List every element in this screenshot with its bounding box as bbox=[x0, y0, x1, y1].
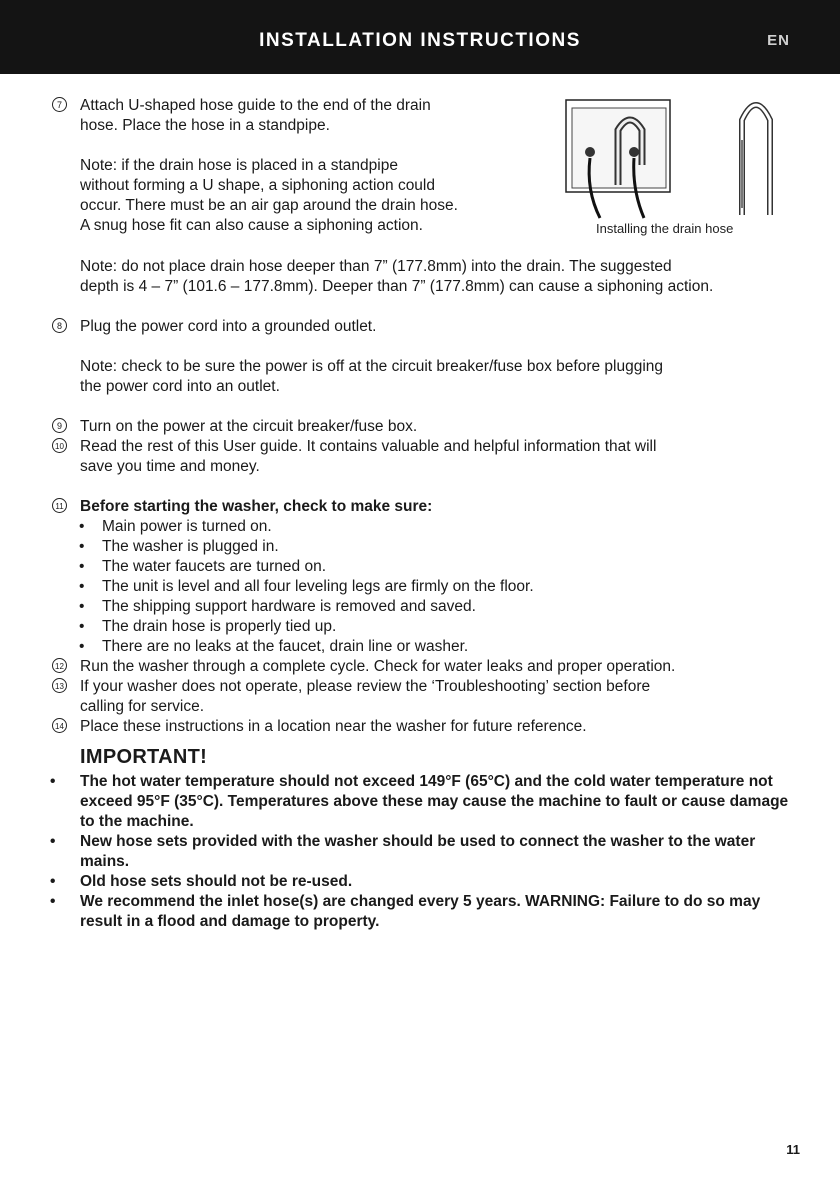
note-line: Note: if the drain hose is placed in a standpipe bbox=[80, 157, 398, 174]
note-line: A snug hose fit can also cause a siphoning action. bbox=[80, 217, 423, 234]
drain-hose-illustration bbox=[560, 90, 800, 220]
step-line: Place these instructions in a location near the washer for future reference. bbox=[80, 718, 587, 735]
page-title: INSTALLATION INSTRUCTIONS bbox=[259, 30, 581, 51]
step-line: Attach U-shaped hose guide to the end of the drain bbox=[80, 97, 431, 114]
step-line: If your washer does not operate, please review the ‘Troubleshooting’ section before bbox=[80, 678, 651, 695]
note-depth bbox=[80, 257, 713, 297]
note-power bbox=[80, 357, 663, 397]
note-line: depth is 4 – 7” (101.6 – 177.8mm). Deeper than 7” (177.8mm) can cause a siphoning action. bbox=[80, 278, 714, 295]
step-line: Run the washer through a complete cycle. Check for water leaks and proper operation. bbox=[80, 658, 676, 675]
note-line: occur. There must be an air gap around the drain hose. bbox=[80, 197, 458, 214]
note-line: Note: check to be sure the power is off at the circuit breaker/fuse box before plugging bbox=[80, 358, 664, 375]
note-line: the power cord into an outlet. bbox=[80, 378, 280, 395]
important-item: • New hose sets provided with the washer should be used to connect the washer to the water mains. bbox=[50, 833, 756, 870]
step-line: calling for service. bbox=[80, 698, 205, 715]
step-line: Before starting the washer, check to make sure: bbox=[80, 498, 433, 515]
step-number: 13 bbox=[52, 678, 67, 693]
page-number: 11 bbox=[786, 1142, 800, 1157]
note-line: Note: do not place drain hose deeper than 7” (177.8mm) into the drain. The suggested bbox=[80, 258, 672, 275]
bullet: • bbox=[50, 893, 56, 910]
bullet: • bbox=[79, 638, 85, 655]
step-line: Turn on the power at the circuit breaker/fuse box. bbox=[80, 418, 418, 435]
important-item: • We recommend the inlet hose(s) are changed every 5 years. WARNING: Failure to do so may result in a flood and damage to property. bbox=[50, 893, 761, 930]
bullet: • bbox=[50, 873, 56, 890]
important-list bbox=[50, 772, 790, 932]
step-number: 9 bbox=[52, 418, 67, 433]
bullet: • bbox=[79, 598, 85, 615]
page-header bbox=[0, 0, 840, 74]
note-siphon bbox=[80, 156, 458, 236]
drain-hose-figure bbox=[560, 90, 800, 220]
important-item: • Old hose sets should not be re-used. bbox=[50, 873, 353, 890]
step-number: 11 bbox=[52, 498, 67, 513]
bullet: • bbox=[50, 773, 56, 790]
bullet: • bbox=[79, 518, 85, 535]
step-number: 12 bbox=[52, 658, 67, 673]
bullet: • bbox=[79, 538, 85, 555]
step-number: 10 bbox=[52, 438, 67, 453]
important-heading: IMPORTANT! bbox=[80, 746, 208, 768]
important-item: • The hot water temperature should not exceed 149°F (65°C) and the cold water temperature not exceed 95°F (35°C). Temperatures above these may cause the machine to fault or cause damage to the machine. bbox=[50, 773, 789, 830]
bullet: • bbox=[79, 618, 85, 635]
bullet: • bbox=[50, 833, 56, 850]
language-badge: EN bbox=[767, 32, 790, 49]
step-number: 8 bbox=[52, 318, 67, 333]
step-number: 14 bbox=[52, 718, 67, 733]
step-line: Read the rest of this User guide. It contains valuable and helpful information that will bbox=[80, 438, 657, 455]
step-line: hose. Place the hose in a standpipe. bbox=[80, 117, 330, 134]
step-line: save you time and money. bbox=[80, 458, 260, 475]
bullet: • bbox=[79, 558, 85, 575]
bullet: • bbox=[79, 578, 85, 595]
note-line: without forming a U shape, a siphoning action could bbox=[80, 177, 435, 194]
step-line: Plug the power cord into a grounded outlet. bbox=[80, 318, 377, 335]
figure-caption: Installing the drain hose bbox=[596, 221, 734, 236]
step-number: 7 bbox=[52, 97, 67, 112]
